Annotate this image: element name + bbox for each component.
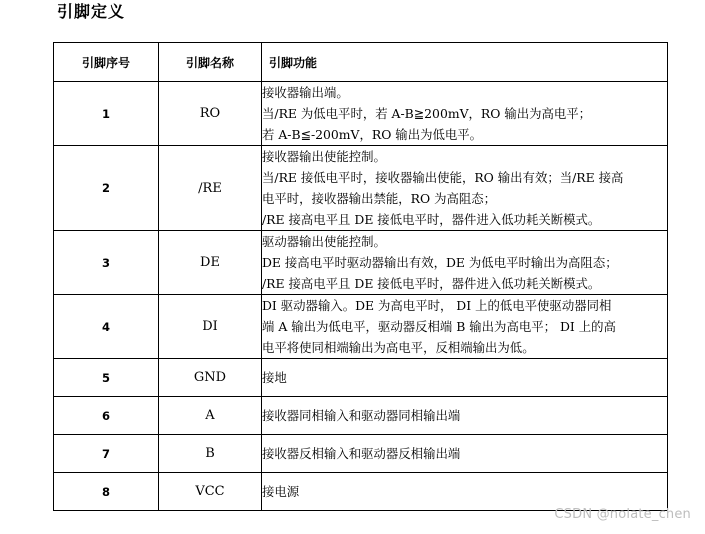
pin-function-cell bbox=[262, 397, 668, 435]
pin-definition-table bbox=[53, 42, 668, 511]
pin-number-cell: 3 bbox=[54, 231, 159, 295]
header-pin-function: 引脚功能 bbox=[262, 43, 668, 82]
pin-number-cell: 1 bbox=[54, 82, 159, 146]
pin-function-cell bbox=[262, 473, 668, 511]
pin-function-cell bbox=[262, 435, 668, 473]
header-pin-number: 引脚序号 bbox=[54, 43, 159, 82]
pin-function-line: DI 驱动器输入。DE 为高电平时， DI 上的低电平使驱动器同相 bbox=[262, 298, 612, 313]
pin-function-line: 电平将使同相端输出为高电平，反相端输出为低。 bbox=[262, 340, 535, 355]
pin-function-line: 接收器同相输入和驱动器同相输出端 bbox=[262, 408, 461, 423]
pin-number-cell: 8 bbox=[54, 473, 159, 511]
pin-number-cell: 7 bbox=[54, 435, 159, 473]
pin-name-cell: VCC bbox=[159, 473, 262, 511]
pin-function-line: 当/RE 接低电平时，接收器输出使能，RO 输出有效；当/RE 接高 bbox=[262, 170, 624, 185]
header-pin-name: 引脚名称 bbox=[159, 43, 262, 82]
pin-function-line: 电平时，接收器输出禁能，RO 为高阻态； bbox=[262, 191, 497, 206]
watermark: CSDN @nolate_chen bbox=[554, 507, 691, 522]
pin-function-line: /RE 接高电平且 DE 接低电平时，器件进入低功耗关断模式。 bbox=[262, 276, 601, 291]
pin-name-cell: RO bbox=[159, 82, 262, 146]
pin-function-line: 当/RE 为低电平时，若 A-B≧200mV，RO 输出为高电平； bbox=[262, 106, 592, 121]
pin-function-line: DE 接高电平时驱动器输出有效，DE 为低电平时输出为高阻态； bbox=[262, 255, 618, 270]
pin-number-cell: 5 bbox=[54, 359, 159, 397]
table-row bbox=[54, 359, 668, 397]
section-title: 引脚定义 bbox=[57, 2, 126, 21]
pin-name-cell: GND bbox=[159, 359, 262, 397]
pin-name-cell: DI bbox=[159, 295, 262, 359]
table-row bbox=[54, 295, 668, 359]
pin-function-cell bbox=[262, 359, 668, 397]
table-row bbox=[54, 473, 668, 511]
table-row bbox=[54, 231, 668, 295]
pin-number-cell: 2 bbox=[54, 146, 159, 231]
pin-function-line: 端 A 输出为低电平，驱动器反相端 B 输出为高电平； DI 上的高 bbox=[262, 319, 616, 334]
pin-name-cell: DE bbox=[159, 231, 262, 295]
pin-number-cell: 6 bbox=[54, 397, 159, 435]
table-row bbox=[54, 397, 668, 435]
table-row bbox=[54, 146, 668, 231]
pin-function-line: 驱动器输出使能控制。 bbox=[262, 234, 386, 249]
pin-function-cell bbox=[262, 146, 668, 231]
pin-name-cell: A bbox=[159, 397, 262, 435]
pin-function-line: 若 A-B≦-200mV，RO 输出为低电平。 bbox=[262, 127, 483, 142]
pin-name-cell: B bbox=[159, 435, 262, 473]
pin-function-cell bbox=[262, 82, 668, 146]
pin-function-line: 接收器输出使能控制。 bbox=[262, 149, 386, 164]
table-row bbox=[54, 82, 668, 146]
table-row bbox=[54, 435, 668, 473]
pin-function-line: /RE 接高电平且 DE 接低电平时，器件进入低功耗关断模式。 bbox=[262, 212, 601, 227]
pin-function-line: 接地 bbox=[262, 370, 287, 385]
pin-number-cell: 4 bbox=[54, 295, 159, 359]
pin-name-cell: /RE bbox=[159, 146, 262, 231]
pin-function-cell bbox=[262, 231, 668, 295]
pin-function-line: 接收器输出端。 bbox=[262, 85, 349, 100]
table-header-row bbox=[54, 43, 668, 82]
pin-function-cell bbox=[262, 295, 668, 359]
pin-function-line: 接收器反相输入和驱动器反相输出端 bbox=[262, 446, 461, 461]
pin-function-line: 接电源 bbox=[262, 484, 300, 499]
